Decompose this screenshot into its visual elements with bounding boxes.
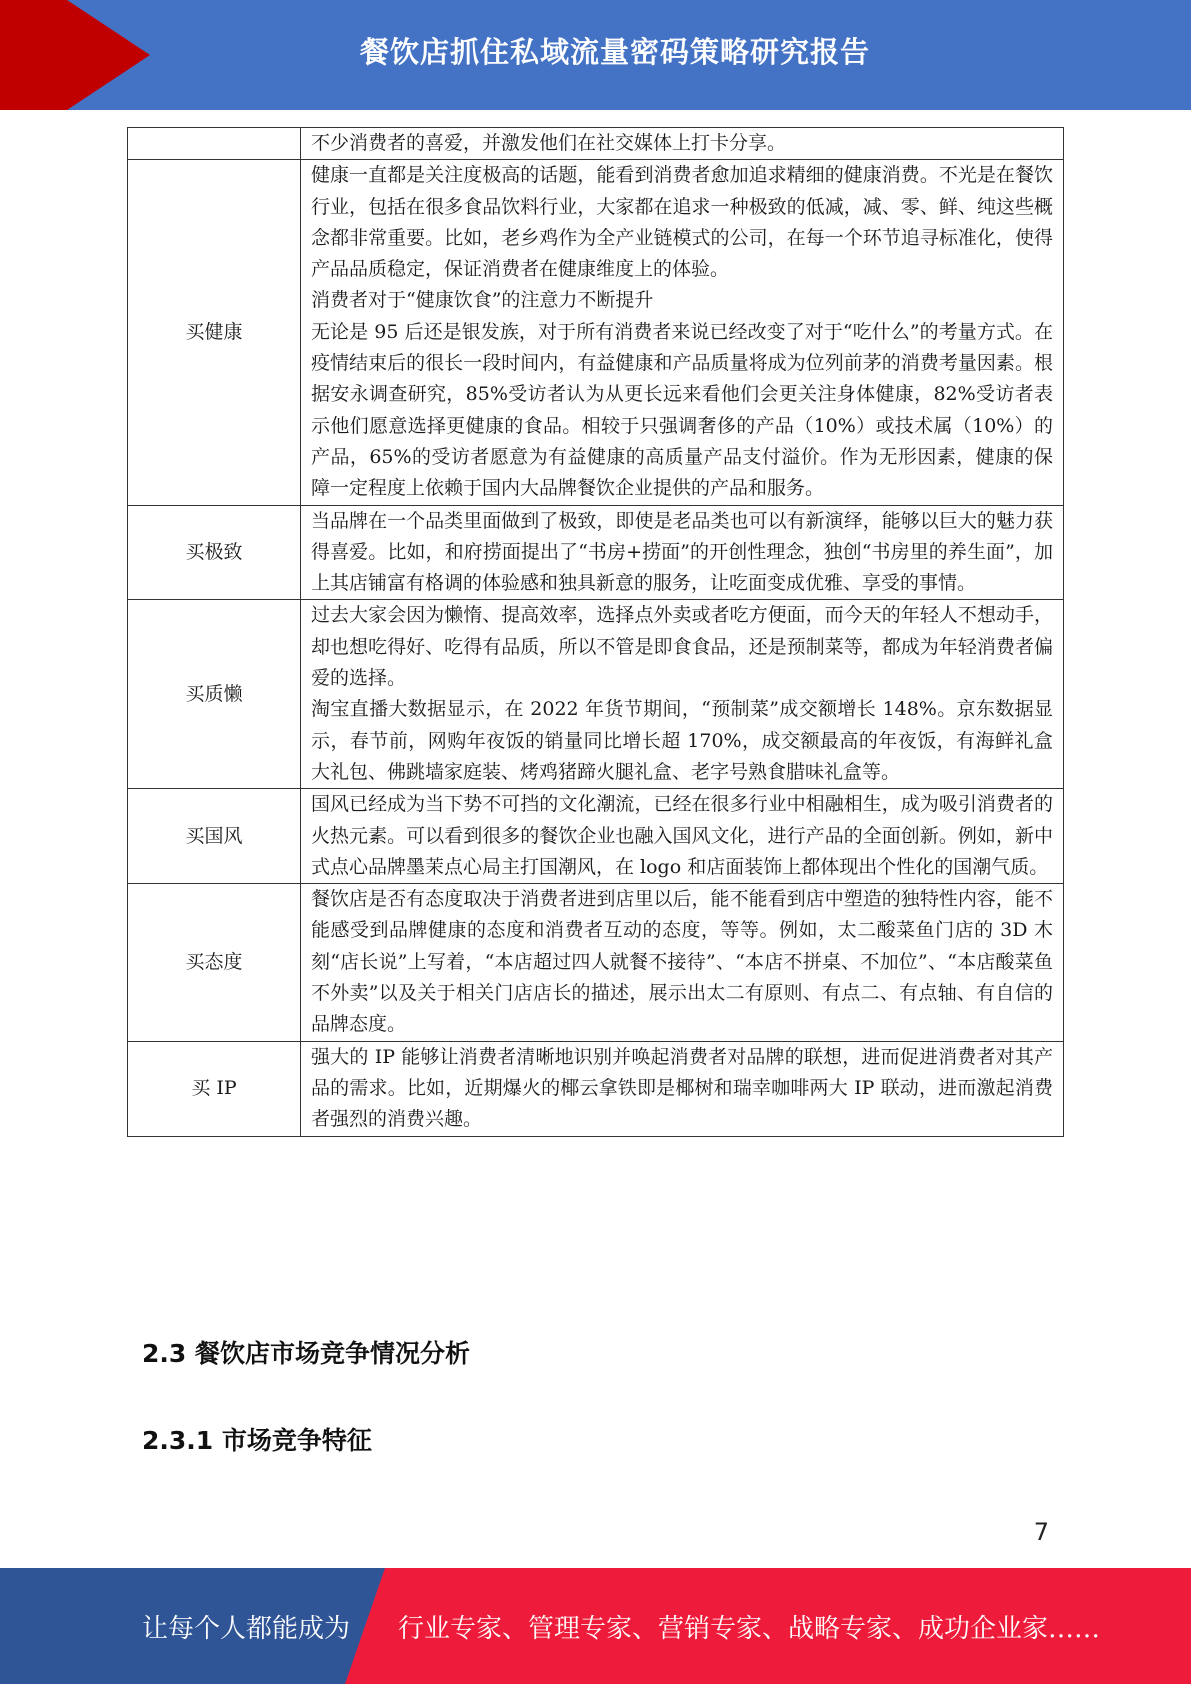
header-red-chevron	[0, 0, 150, 110]
row-key-cell: 买极致	[128, 505, 301, 600]
row-content-cell	[301, 160, 1064, 505]
row-key-cell: 买健康	[128, 160, 301, 505]
report-title: 餐饮店抓住私域流量密码策略研究报告	[359, 34, 870, 69]
cell-paragraph: 淘宝直播大数据显示，在 2022 年货节期间，“预制菜”成交额增长 148%。京东数据显示，春节前，网购年夜饭的销量同比增长超 170%，成交额最高的年夜饭，有海鲜礼盒大礼包、佛跳墙家庭装、烤鸡猪蹄火腿礼盒、老字号熟食腊味礼盒等。	[311, 698, 1053, 783]
table-row	[128, 789, 1064, 884]
table-row	[128, 128, 1064, 160]
page-header-band	[0, 0, 1191, 110]
section-heading: 2.3 餐饮店市场竞争情况分析	[142, 1339, 470, 1368]
row-key-cell: 买态度	[128, 884, 301, 1041]
row-content-cell	[301, 505, 1064, 600]
cell-paragraph: 强大的 IP 能够让消费者清晰地识别并唤起消费者对品牌的联想，进而促进消费者对其产品的需求。比如，近期爆火的椰云拿铁即是椰树和瑞幸咖啡两大 IP 联动，进而激起消费者强烈的消费兴趣。	[311, 1045, 1053, 1131]
cell-paragraph: 健康一直都是关注度极高的话题，能看到消费者愈加追求精细的健康消费。不光是在餐饮行业，包括在很多食品饮料行业，大家都在追求一种极致的低减，减、零、鲜、纯这些概念都非常重要。比如，老乡鸡作为全产业链模式的公司，在每一个环节追寻标准化，使得产品品质稳定，保证消费者在健康维度上的体验。	[311, 164, 1053, 281]
cell-paragraph: 当品牌在一个品类里面做到了极致，即使是老品类也可以有新演绎，能够以巨大的魅力获得喜爱。比如，和府捞面提出了“书房+捞面”的开创性理念，独创“书房里的养生面”，加上其店铺富有格调的体验感和独具新意的服务，让吃面变成优雅、享受的事情。	[311, 509, 1053, 595]
row-content-cell	[301, 1041, 1064, 1136]
cell-paragraph: 过去大家会因为懒惰、提高效率，选择点外卖或者吃方便面，而今天的年轻人不想动手，却也想吃得好、吃得有品质，所以不管是即食食品，还是预制菜等，都成为年轻消费者偏爱的选择。	[311, 604, 1053, 690]
row-key-cell: 买国风	[128, 789, 301, 884]
cell-paragraph: 消费者对于“健康饮食”的注意力不断提升	[311, 289, 654, 312]
table-row	[128, 884, 1064, 1041]
row-content-cell	[301, 600, 1064, 789]
cell-paragraph: 国风已经成为当下势不可挡的文化潮流，已经在很多行业中相融相生，成为吸引消费者的火热元素。可以看到很多的餐饮企业也融入国风文化，进行产品的全面创新。例如，新中式点心品牌墨茉点心局主打国潮风，在 logo 和店面装饰上都体现出个性化的国潮气质。	[311, 793, 1053, 878]
row-content-cell	[301, 789, 1064, 884]
table-row	[128, 1041, 1064, 1136]
subsection-heading: 2.3.1 市场竞争特征	[142, 1426, 372, 1455]
page-footer-band	[0, 1568, 1191, 1684]
table-row	[128, 160, 1064, 505]
row-key-cell: 买质懒	[128, 600, 301, 789]
cell-paragraph: 不少消费者的喜爱，并激发他们在社交媒体上打卡分享。	[311, 132, 787, 154]
table-row	[128, 600, 1064, 789]
cell-paragraph: 无论是 95 后还是银发族，对于所有消费者来说已经改变了对于“吃什么”的考量方式。在疫情结束后的很长一段时间内，有益健康和产品质量将成为位列前茅的消费考量因素。根据安永调查研究，85%受访者认为从更长远来看他们会更关注身体健康，82%受访者表示他们愿意选择更健康的食品。相较于只强调奢侈的产品（10%）或技术属（10%）的产品，65%的受访者愿意为有益健康的高质量产品支付溢价。作为无形因素，健康的保障一定程度上依赖于国内大品牌餐饮企业提供的产品和服务。	[311, 320, 1053, 500]
row-content-cell	[301, 128, 1064, 160]
row-key-cell	[128, 128, 301, 160]
cell-paragraph: 餐饮店是否有态度取决于消费者进到店里以后，能不能看到店中塑造的独特性内容，能不能感受到品牌健康的态度和消费者互动的态度，等等。例如，太二酸菜鱼门店的 3D 木刻“店长说”上写着，“本店超过四人就餐不接待”、“本店不拼桌、不加位”、“本店酸菜鱼不外卖”以及关于相关门店店长的描述，展示出太二有原则、有点二、有点轴、有自信的品牌态度。	[311, 888, 1053, 1036]
footer-slogan-right: 行业专家、管理专家、营销专家、战略专家、成功企业家……	[398, 1613, 1101, 1644]
consumer-trend-table	[127, 127, 1064, 1137]
row-key-cell: 买 IP	[128, 1041, 301, 1136]
row-content-cell	[301, 884, 1064, 1041]
page-number: 7	[1033, 1518, 1049, 1546]
footer-slogan-left: 让每个人都能成为	[142, 1613, 351, 1644]
table-row	[128, 505, 1064, 600]
